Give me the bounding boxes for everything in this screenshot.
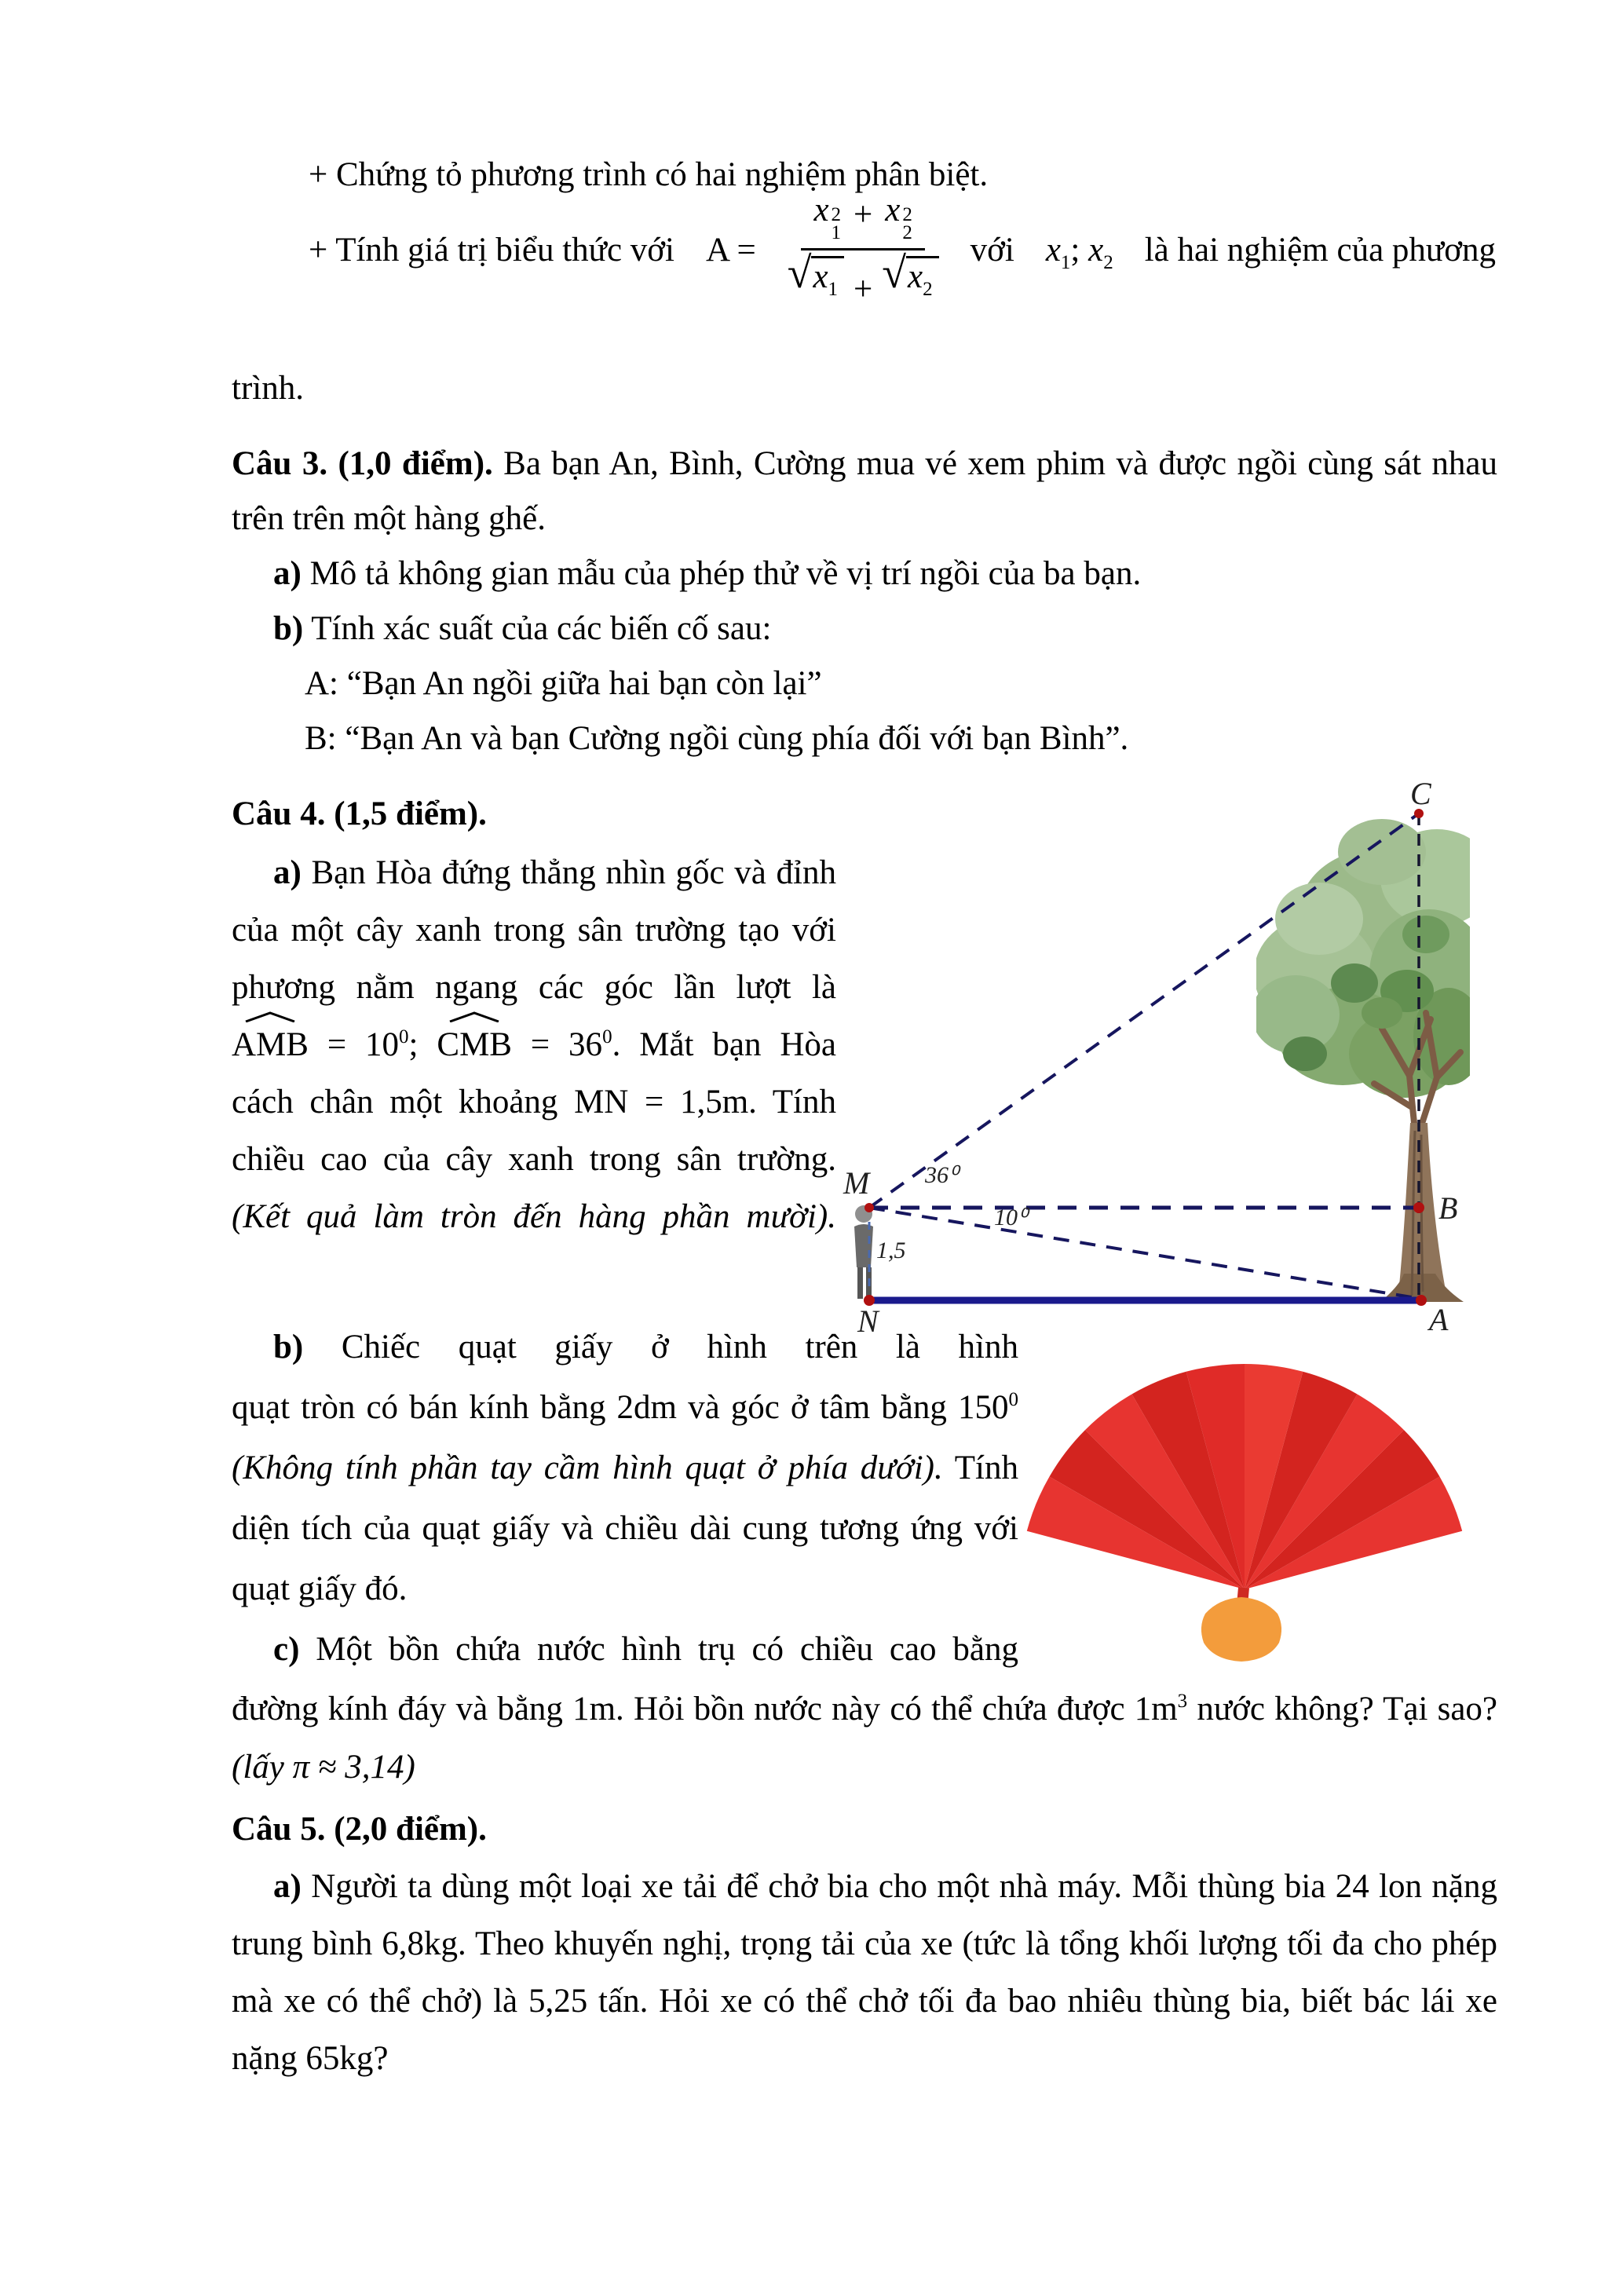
sqrt-x1: $√x_1$ (788, 255, 844, 312)
cau3-item-a (273, 547, 1141, 601)
cau5-a-line-1: a) Người ta dùng một loại xe tải để chở bia cho một nhà máy. Mỗi thùng bia 24 lon nặng (273, 1868, 1498, 1905)
tree-diagram-svg (832, 777, 1623, 1335)
plus-sign: + (854, 196, 873, 233)
fan-handle (1201, 1597, 1281, 1662)
cau3-intro-text: Ba bạn An, Bình, Cường mua vé xem phim và được ngồi cùng sát nhau (503, 445, 1498, 482)
intro-line-1-text: + Chứng tỏ phương trình có hai nghiệm phân biệt. (309, 156, 989, 193)
radical-sign: √ (787, 249, 812, 298)
tree-diagram (832, 777, 1623, 1344)
label-C: C (1410, 777, 1431, 811)
cau4-b-line-3: (Không tính phần tay cầm hình quạt ở phía dưới). Tính (232, 1450, 1018, 1486)
angle-CMB: CMB (437, 1018, 512, 1073)
angle-hat-icon (243, 1011, 298, 1022)
cau3-a-label: a) (273, 555, 302, 592)
cau4-c-line-2: đường kính đáy và bằng 1m. Hỏi bồn nước này có thể chứa được $1m^3$ nước không? Tại sao? (232, 1691, 1497, 1727)
cau5-a-line-2: trung bình 6,8kg. Theo khuyến nghị, trọng tải của xe (tức là tổng khối lượng tối đa cho phép (232, 1925, 1497, 1962)
cau5-a-line-3: mà xe có thể chở) là 5,25 tấn. Hỏi xe có thể chở tối đa bao nhiêu thùng bia, biết bác lái xe (232, 1983, 1497, 2020)
intro-line-3-text: trình. (232, 370, 304, 407)
fan-blades (1027, 1364, 1462, 1589)
radical-sign: √ (882, 249, 907, 298)
cau4-a-line-2: của một cây xanh trong sân trường tạo với (232, 912, 836, 949)
cau3-b-label: b) (273, 610, 304, 647)
cau4-a-line-3: phương nằm ngang các góc lần lượt là (232, 969, 836, 1006)
x2-sub: 2 (902, 222, 912, 243)
cau4-a-label: a) (273, 854, 302, 891)
cau4-heading: Câu 4. (1,5 điểm). (232, 795, 487, 832)
cau4-heading-line (232, 787, 487, 842)
num-x2: x 2 2 (885, 192, 912, 243)
angle-hat-icon (447, 1011, 502, 1022)
angle-36-label: 36⁰ (925, 1162, 959, 1188)
cau3-line-2: trên trên một hàng ghế. (232, 500, 546, 537)
height-1-5-label: 1,5 (876, 1238, 906, 1263)
cau4-a-line-1: a) Bạn Hòa đứng thẳng nhìn gốc và đỉnh (273, 854, 836, 891)
cau3-b-text: Tính xác suất của các biến cố sau: (311, 610, 772, 647)
label-B: B (1438, 1190, 1458, 1226)
fan-illustration (1013, 1343, 1484, 1681)
cau3-heading-line (232, 437, 1497, 492)
expr-mid-text: với (970, 231, 1014, 269)
cau4-b-label: b) (273, 1329, 304, 1366)
cau4-angle-line: AMB = $10^0$; CMB = $36^0$. Mắt bạn Hòa (232, 1018, 836, 1073)
cau4-a-line-6: chiều cao của cây xanh trong sân trường. (232, 1141, 836, 1178)
cau4-a-note: (Kết quả làm tròn đến hàng phần mười). (232, 1198, 836, 1235)
cau5-heading: Câu 5. (2,0 điểm). (232, 1811, 487, 1848)
expr-pre-text: + Tính giá trị biểu thức với (309, 231, 674, 269)
cubed-sup: 3 (1177, 1691, 1188, 1712)
cau3-event-A: A: “Bạn An ngồi giữa hai bạn còn lại” (305, 665, 822, 702)
cau4-c-label: c) (273, 1631, 300, 1668)
label-A: A (1429, 1302, 1449, 1335)
cau4-b-line-1: b) Chiếc quạt giấy ở hình trên là hình (273, 1329, 1018, 1366)
line-MA (869, 1208, 1421, 1299)
tree-foliage (1252, 819, 1493, 1131)
deg-sup: 0 (399, 1026, 409, 1047)
expr-vars: $x_1$; $x_2$ (1045, 231, 1113, 273)
expression-line (309, 188, 1496, 330)
cau4-c-line-1: c) Một bồn chứa nước hình trụ có chiều cao bằng (273, 1631, 1019, 1668)
num-x1: x 2 1 (813, 192, 842, 243)
cau4-a-line-5: cách chân một khoảng MN = 1,5m. Tính (232, 1084, 836, 1121)
cau3-a-text: Mô tả không gian mẫu của phép thử về vị trí ngồi của ba bạn. (309, 555, 1142, 592)
deg-sup: 0 (602, 1026, 612, 1047)
cau4-b-line-5: quạt giấy đó. (232, 1570, 408, 1607)
cau5-a-line-4: nặng 65kg? (232, 2040, 389, 2077)
cau3-event-B: B: “Bạn An và bạn Cường ngồi cùng phía đối với bạn Bình”. (305, 720, 1129, 757)
expr-post-text: là hai nghiệm của phương (1144, 231, 1496, 269)
cau4-b-line-4: diện tích của quạt giấy và chiều dài cung tương ứng với (232, 1510, 1018, 1547)
label-N: N (857, 1303, 879, 1335)
cau5-a-label: a) (273, 1868, 302, 1905)
cau4-b-note: (Không tính phần tay cầm hình quạt ở phía dưới). (232, 1450, 943, 1486)
x1-sub: 1 (831, 222, 842, 243)
cau3-item-b (273, 601, 771, 656)
fraction-denominator (788, 250, 939, 312)
intro-line-3 (232, 361, 304, 416)
deg-sup: 0 (1008, 1389, 1018, 1410)
label-M: M (843, 1165, 870, 1201)
cau4-b-line-2: quạt tròn có bán kính bằng 2dm và góc ở tâm bằng $150^0$ (232, 1389, 1018, 1426)
x2-sup: 2 (902, 204, 912, 225)
sqrt-x2: $√x_2$ (882, 255, 938, 312)
fraction-numerator (801, 188, 924, 250)
cau3-heading: Câu 3. (1,0 điểm). (232, 445, 493, 482)
x1-sup: 2 (831, 204, 842, 225)
expression-row (309, 188, 1496, 312)
cau5-heading-line (232, 1802, 487, 1857)
fraction (788, 188, 939, 312)
cau4-c-note: (lấy π ≈ 3,14) (232, 1749, 415, 1786)
expr-lhs (706, 229, 756, 272)
var-A: A (706, 231, 729, 269)
angle-10-label: 10⁰ (994, 1205, 1028, 1230)
equals-sign: = (737, 231, 756, 269)
angle-AMB: AMB (232, 1018, 309, 1073)
fan-svg (1013, 1343, 1484, 1673)
plus-sign: + (854, 271, 873, 308)
